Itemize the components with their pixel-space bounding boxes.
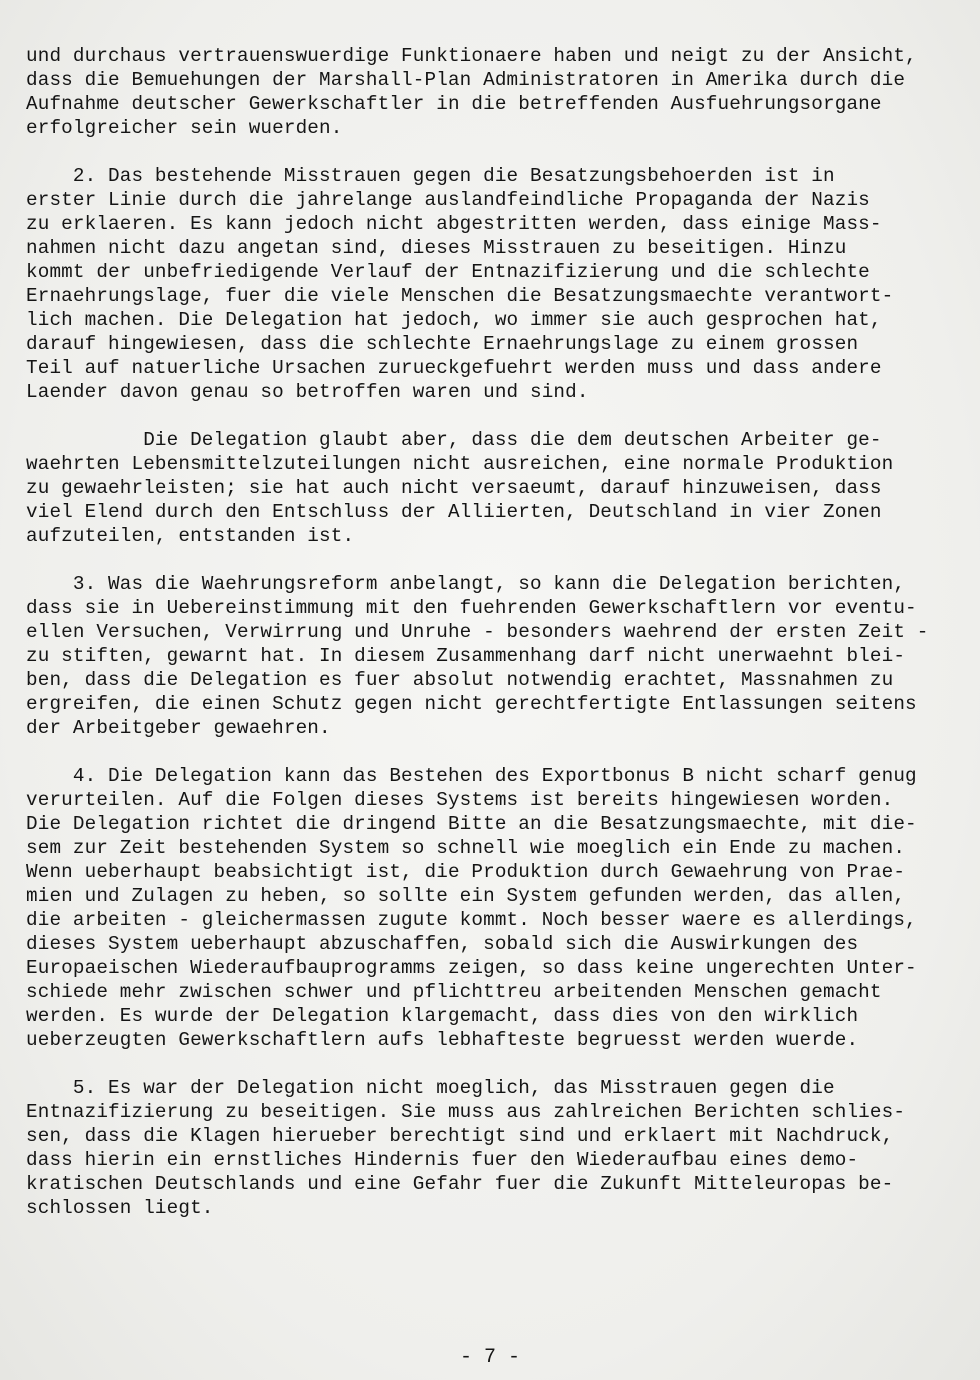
text-line: Ernaehrungslage, fuer die viele Menschen die Besatzungsmaechte verantwort- xyxy=(26,285,894,307)
text-line: darauf hingewiesen, dass die schlechte Ernaehrungslage zu einem grossen xyxy=(26,333,859,355)
text-line: 5. Es war der Delegation nicht moeglich, das Misstrauen gegen die xyxy=(26,1077,835,1099)
paragraph-3 xyxy=(26,428,956,548)
text-line: Aufnahme deutscher Gewerkschaftler in die betreffenden Ausfuehrungsorgane xyxy=(26,93,882,115)
paragraph-gap xyxy=(26,140,956,164)
text-line: zu stiften, gewarnt hat. In diesem Zusammenhang darf nicht unerwaehnt blei- xyxy=(26,645,906,667)
document-body xyxy=(26,44,956,1220)
text-line: 2. Das bestehende Misstrauen gegen die Besatzungsbehoerden ist in xyxy=(26,165,835,187)
text-line: ergreifen, die einen Schutz gegen nicht gerechtfertigte Entlassungen seitens xyxy=(26,693,917,715)
paragraph-2 xyxy=(26,164,956,404)
text-line: mien und Zulagen zu heben, so sollte ein System gefunden werden, das allen, xyxy=(26,885,906,907)
text-line: erster Linie durch die jahrelange auslandfeindliche Propaganda der Nazis xyxy=(26,189,870,211)
text-line: Laender davon genau so betroffen waren und sind. xyxy=(26,381,589,403)
text-line: schiede mehr zwischen schwer und pflichttreu arbeitenden Menschen gemacht xyxy=(26,981,882,1003)
text-line: nahmen nicht dazu angetan sind, dieses Misstrauen zu beseitigen. Hinzu xyxy=(26,237,847,259)
paragraph-gap xyxy=(26,548,956,572)
text-line: aufzuteilen, entstanden ist. xyxy=(26,525,355,547)
text-line: schlossen liegt. xyxy=(26,1197,214,1219)
text-line: kommt der unbefriedigende Verlauf der Entnazifizierung und die schlechte xyxy=(26,261,870,283)
text-line: erfolgreicher sein wuerden. xyxy=(26,117,343,139)
text-line: verurteilen. Auf die Folgen dieses Systems ist bereits hingewiesen worden. xyxy=(26,789,894,811)
text-line: Europaeischen Wiederaufbauprogramms zeigen, so dass keine ungerechten Unter- xyxy=(26,957,917,979)
paragraph-1 xyxy=(26,44,956,140)
text-line: ellen Versuchen, Verwirrung und Unruhe - besonders waehrend der ersten Zeit - xyxy=(26,621,929,643)
text-line: Die Delegation glaubt aber, dass die dem deutschen Arbeiter ge- xyxy=(26,429,882,451)
text-line: Entnazifizierung zu beseitigen. Sie muss aus zahlreichen Berichten schlies- xyxy=(26,1101,906,1123)
paragraph-gap xyxy=(26,404,956,428)
text-line: ben, dass die Delegation es fuer absolut notwendig erachtet, Massnahmen zu xyxy=(26,669,894,691)
text-line: dass die Bemuehungen der Marshall-Plan Administratoren in Amerika durch die xyxy=(26,69,906,91)
text-line: 3. Was die Waehrungsreform anbelangt, so kann die Delegation berichten, xyxy=(26,573,906,595)
page-number: - 7 - xyxy=(459,1346,520,1369)
text-line: zu gewaehrleisten; sie hat auch nicht versaeumt, darauf hinzuweisen, dass xyxy=(26,477,882,499)
text-line: die arbeiten - gleichermassen zugute kommt. Noch besser waere es allerdings, xyxy=(26,909,917,931)
paragraph-6 xyxy=(26,1076,956,1220)
text-line: sem zur Zeit bestehenden System so schnell wie moeglich ein Ende zu machen. xyxy=(26,837,906,859)
text-line: der Arbeitgeber gewaehren. xyxy=(26,717,331,739)
text-line: dass hierin ein ernstliches Hindernis fuer den Wiederaufbau eines demo- xyxy=(26,1149,859,1171)
text-line: lich machen. Die Delegation hat jedoch, wo immer sie auch gesprochen hat, xyxy=(26,309,882,331)
text-line: waehrten Lebensmittelzuteilungen nicht ausreichen, eine normale Produktion xyxy=(26,453,894,475)
text-line: werden. Es wurde der Delegation klargemacht, dass dies von den wirklich xyxy=(26,1005,859,1027)
text-line: ueberzeugten Gewerkschaftlern aufs lebhafteste begruesst werden wuerde. xyxy=(26,1029,859,1051)
text-line: dass sie in Uebereinstimmung mit den fuehrenden Gewerkschaftlern vor eventu- xyxy=(26,597,917,619)
paragraph-5 xyxy=(26,764,956,1052)
text-line: 4. Die Delegation kann das Bestehen des Exportbonus B nicht scharf genug xyxy=(26,765,917,787)
paragraph-gap xyxy=(26,740,956,764)
text-line: und durchaus vertrauenswuerdige Funktionaere haben und neigt zu der Ansicht, xyxy=(26,45,917,67)
text-line: dieses System ueberhaupt abzuschaffen, sobald sich die Auswirkungen des xyxy=(26,933,859,955)
paragraph-4 xyxy=(26,572,956,740)
text-line: sen, dass die Klagen hierueber berechtigt sind und erklaert mit Nachdruck, xyxy=(26,1125,894,1147)
text-line: kratischen Deutschlands und eine Gefahr fuer die Zukunft Mitteleuropas be- xyxy=(26,1173,894,1195)
text-line: zu erklaeren. Es kann jedoch nicht abgestritten werden, dass einige Mass- xyxy=(26,213,882,235)
text-line: viel Elend durch den Entschluss der Alliierten, Deutschland in vier Zonen xyxy=(26,501,882,523)
text-line: Teil auf natuerliche Ursachen zurueckgefuehrt werden muss und dass andere xyxy=(26,357,882,379)
paragraph-gap xyxy=(26,1052,956,1076)
text-line: Wenn ueberhaupt beabsichtigt ist, die Produktion durch Gewaehrung von Prae- xyxy=(26,861,906,883)
text-line: Die Delegation richtet die dringend Bitte an die Besatzungsmaechte, mit die- xyxy=(26,813,917,835)
